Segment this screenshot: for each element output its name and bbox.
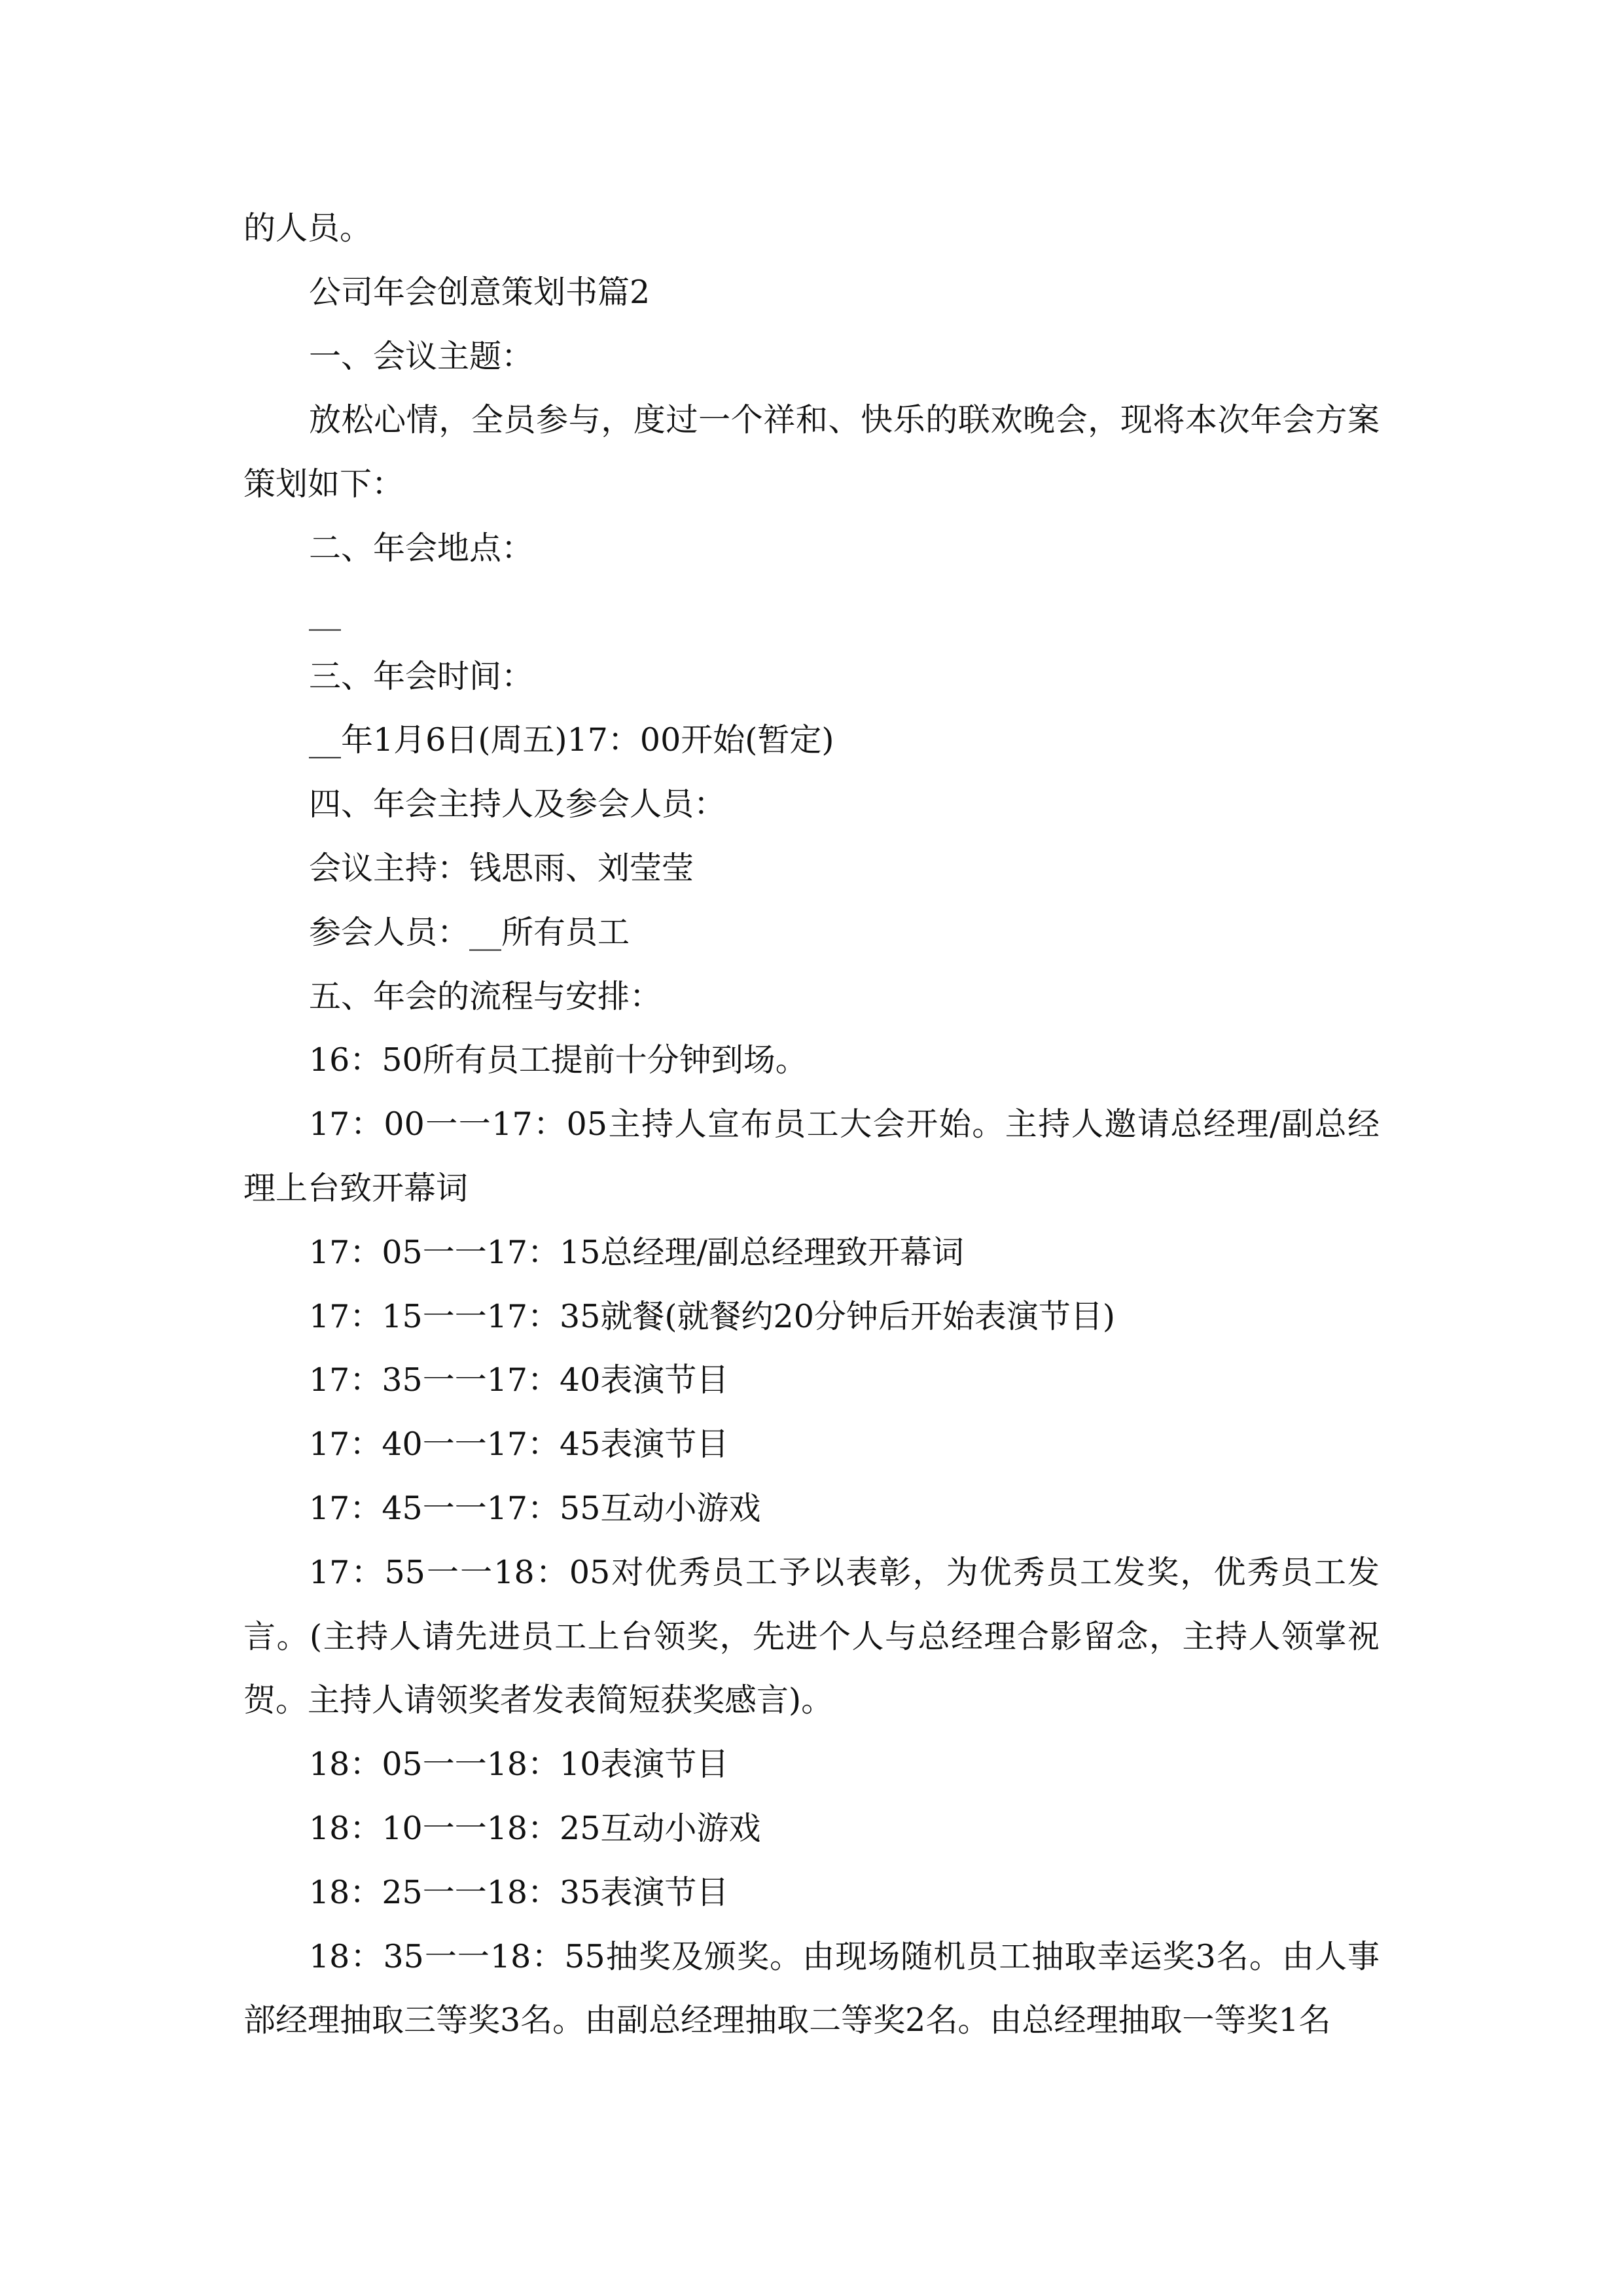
schedule-item: 17：55一一18：05对优秀员工予以表彰，为优秀员工发奖，优秀员工发言。(主持人请先进员工上台领奖，先进个人与总经理合影留念，主持人领掌祝贺。主持人请领奖者发表简短获奖感言)。 bbox=[243, 1553, 1380, 1719]
paragraph: 的人员。 bbox=[243, 209, 372, 247]
schedule-item: 17：05一一17：15总经理/副总经理致开幕词 bbox=[309, 1233, 964, 1271]
heading-hosts-attendees: 四、年会主持人及参会人员： bbox=[309, 785, 726, 823]
schedule-item: 17：35一一17：40表演节目 bbox=[309, 1361, 729, 1399]
paragraph: 参会人员：__所有员工 bbox=[309, 913, 630, 951]
paragraph: 会议主持：钱思雨、刘莹莹 bbox=[309, 849, 694, 887]
schedule-item: 17：40一一17：45表演节目 bbox=[309, 1426, 729, 1463]
paragraph: __年1月6日(周五)17：00开始(暂定) bbox=[309, 721, 834, 759]
heading-schedule: 五、年会的流程与安排： bbox=[309, 977, 662, 1015]
heading-meeting-theme: 一、会议主题： bbox=[309, 337, 534, 375]
paragraph: 放松心情，全员参与，度过一个祥和、快乐的联欢晚会，现将本次年会方案策划如下： bbox=[243, 401, 1380, 503]
schedule-item: 18：05一一18：10表演节目 bbox=[309, 1746, 729, 1784]
schedule-item: 18：35一一18：55抽奖及颁奖。由现场随机员工抽取幸运奖3名。由人事部经理抽取三等奖3名。由副总经理抽取二等奖2名。由总经理抽取一等奖1名 bbox=[243, 1937, 1380, 2039]
schedule-item: 17：00一一17：05主持人宣布员工大会开始。主持人邀请总经理/副总经理上台致开幕词 bbox=[243, 1105, 1380, 1207]
venue-blank: __ bbox=[309, 593, 341, 631]
schedule-item: 16：50所有员工提前十分钟到场。 bbox=[309, 1041, 808, 1079]
section-title: 公司年会创意策划书篇2 bbox=[309, 273, 651, 311]
schedule-item: 17：45一一17：55互动小游戏 bbox=[309, 1489, 761, 1527]
schedule-item: 18：10一一18：25互动小游戏 bbox=[309, 1809, 761, 1847]
document-body bbox=[243, 196, 1380, 2053]
heading-venue: 二、年会地点： bbox=[309, 529, 534, 567]
schedule-item: 17：15一一17：35就餐(就餐约20分钟后开始表演节目) bbox=[309, 1297, 1115, 1335]
schedule-item: 18：25一一18：35表演节目 bbox=[309, 1873, 729, 1911]
heading-time: 三、年会时间： bbox=[309, 657, 534, 695]
